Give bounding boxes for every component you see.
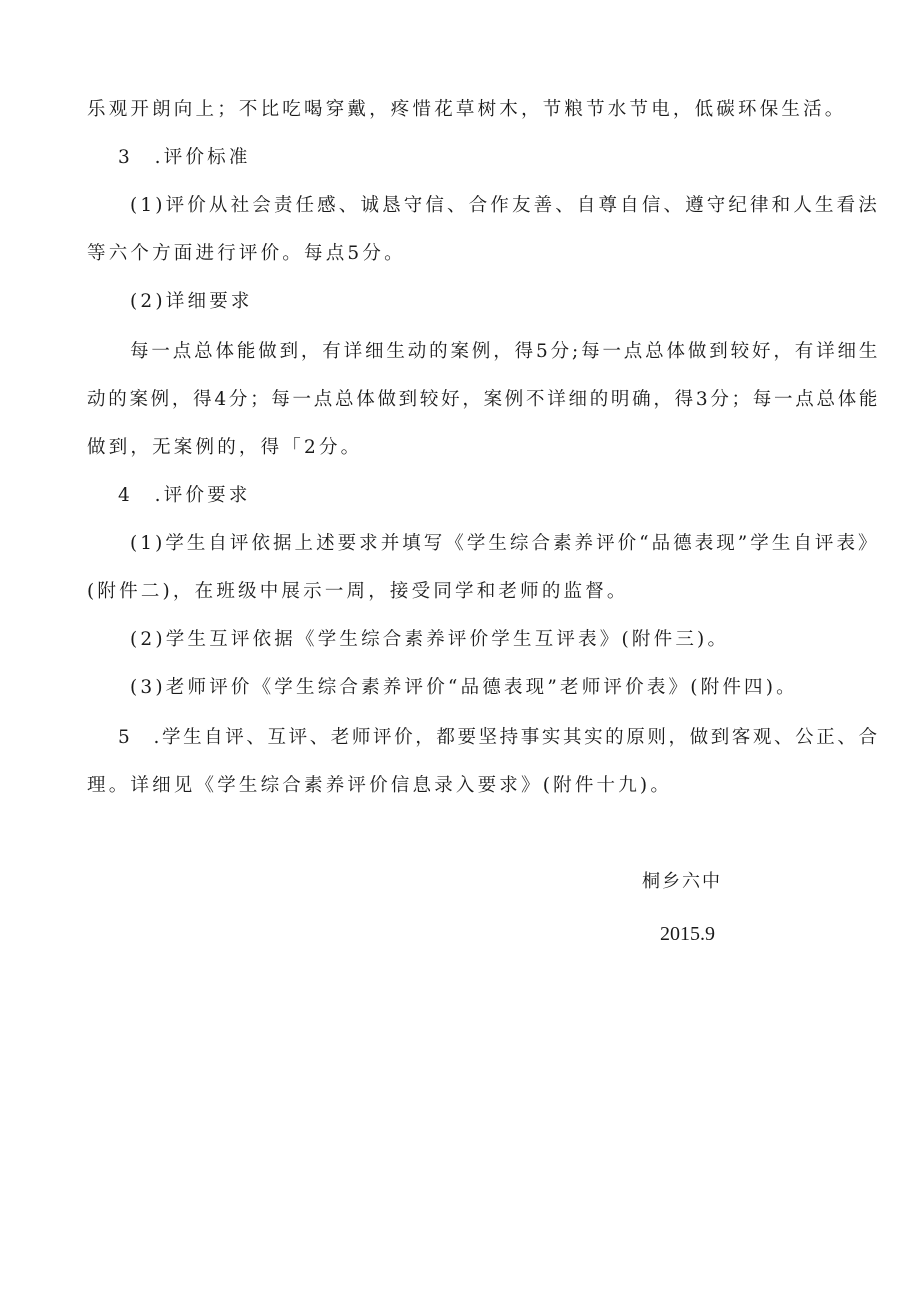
text-line: 乐观开朗向上；不比吃喝穿戴，疼惜花草树木，节粮节水节电，低碳环保生活。 <box>87 99 847 120</box>
text-line: 每一点总体能做到，有详细生动的案例，得5分;每一点总体做到较好，有详细生 <box>130 341 881 362</box>
date: 2015.9 <box>660 923 715 945</box>
text-line: 理。详细见《学生综合素养评价信息录入要求》(附件十九)。 <box>87 775 673 796</box>
text-line: (3)老师评价《学生综合素养评价“品德表现”老师评价表》(附件四)。 <box>130 677 798 698</box>
text-line: 动的案例，得4分；每一点总体做到较好，案例不详细的明确，得3分；每一点总体能 <box>87 389 881 410</box>
text-line: 做到，无案例的，得「2分。 <box>87 437 363 458</box>
subheading: (2)详细要求 <box>130 291 253 312</box>
signature: 桐乡六中 <box>642 871 722 892</box>
section-heading-5: 5 .学生自评、互评、老师评价，都要坚持事实其实的原则，做到客观、公正、合 <box>118 727 880 748</box>
text-line: (2)学生互评依据《学生综合素养评价学生互评表》(附件三)。 <box>130 629 730 650</box>
text-line: (附件二)，在班级中展示一周，接受同学和老师的监督。 <box>87 581 629 602</box>
text-line: (1)评价从社会责任感、诚恳守信、合作友善、自尊自信、遵守纪律和人生看法 <box>130 195 880 216</box>
section-heading-3: 3 .评价标准 <box>118 147 251 168</box>
text-line: 等六个方面进行评价。每点5分。 <box>87 243 406 264</box>
text-line: (1)学生自评依据上述要求并填写《学生综合素养评价“品德表现”学生自评表》 <box>130 533 880 554</box>
section-heading-4: 4 .评价要求 <box>118 485 251 506</box>
